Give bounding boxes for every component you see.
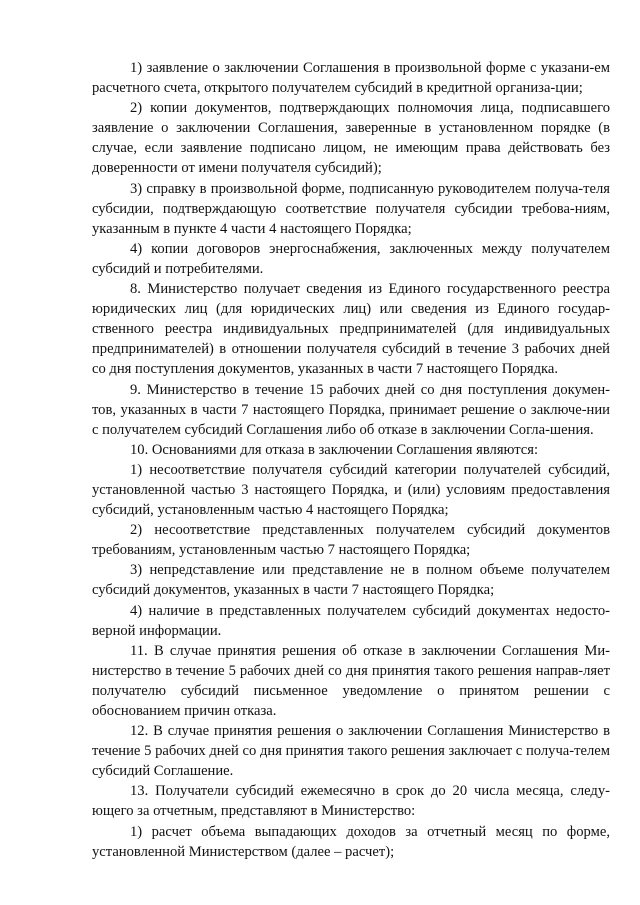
document-page bbox=[92, 58, 610, 862]
paragraph-item-4-unreliable-info: 4) наличие в представленных получателем субсидий документах недосто-верной информации. bbox=[92, 602, 610, 639]
paragraph-section-10: 10. Основаниями для отказа в заключении Соглашения являются: bbox=[130, 441, 539, 458]
paragraph-section-8: 8. Министерство получает сведения из Единого государственного реестра юридических лиц (для юридических лиц) или сведения из Единого государ-ственного реестра индивидуальных предпринимателей (для индивидуальных предпринимателей) в отношении получателя субсидий в течение 3 рабочих дней со дня поступления документов, указанных в части 7 настоящего Порядка. bbox=[92, 281, 610, 378]
paragraph-item-2-documents-nonconformity: 2) несоответствие представленных получателем субсидий документов требованиям, установленным частью 7 настоящего Порядка; bbox=[92, 522, 610, 559]
paragraph-section-11: 11. В случае принятия решения об отказе в заключении Соглашения Ми-нистерство в течение 5 рабочих дней со дня принятия такого решения направ-ляет получателю субсидий письменное уведомление о принятом решении с обоснованием причин отказа. bbox=[92, 642, 610, 719]
paragraph-item-1-application: 1) заявление о заключении Соглашения в произвольной форме с указани-ем расчетного счета, открытого получателем субсидий в кредитной организа-ции; bbox=[92, 60, 610, 97]
paragraph-item-3-certificate: 3) справку в произвольной форме, подписанную руководителем получа-теля субсидии, подтверждающую соответствие получателя субсидии требова-ниям, указанным в пункте 4 части 4 настоящего Порядка; bbox=[92, 180, 610, 237]
paragraph-item-3-nonsubmission: 3) непредставление или представление не в полном объеме получателем субсидий документов, указанных в части 7 настоящего Порядка; bbox=[92, 562, 610, 599]
paragraph-section-12: 12. В случае принятия решения о заключении Соглашения Министерство в течение 5 рабочих дней со дня принятия такого решения заключает с получа-телем субсидий Соглашение. bbox=[92, 723, 610, 780]
paragraph-section-9: 9. Министерство в течение 15 рабочих дней со дня поступления докумен-тов, указанных в части 7 настоящего Порядка, принимает решение о заключе-нии с получателем субсидий Соглашения либо об отказе в заключении Согла-шения. bbox=[92, 381, 610, 438]
paragraph-item-1-calculation: 1) расчет объема выпадающих доходов за отчетный месяц по форме, установленной Министерством (далее – расчет); bbox=[92, 823, 610, 860]
paragraph-item-4-contracts: 4) копии договоров энергоснабжения, заключенных между получателем субсидий и потребителями. bbox=[92, 240, 610, 277]
paragraph-item-1-nonconformity: 1) несоответствие получателя субсидий категории получателей субсидий, установленной частью 3 настоящего Порядка, и (или) условиям предоставления субсидий, установленным частью 4 настоящего Порядка; bbox=[92, 461, 610, 519]
paragraph-item-2-copies-authority: 2) копии документов, подтверждающих полномочия лица, подписавшего заявление о заключении Соглашения, заверенные в установленном порядке (в случае, если заявление подписано лицом, не имеющим права действовать без доверенности от имени получателя субсидий); bbox=[92, 100, 610, 177]
paragraph-section-13: 13. Получатели субсидий ежемесячно в срок до 20 числа месяца, следу-ющего за отчетным, представляют в Министерство: bbox=[92, 783, 610, 820]
